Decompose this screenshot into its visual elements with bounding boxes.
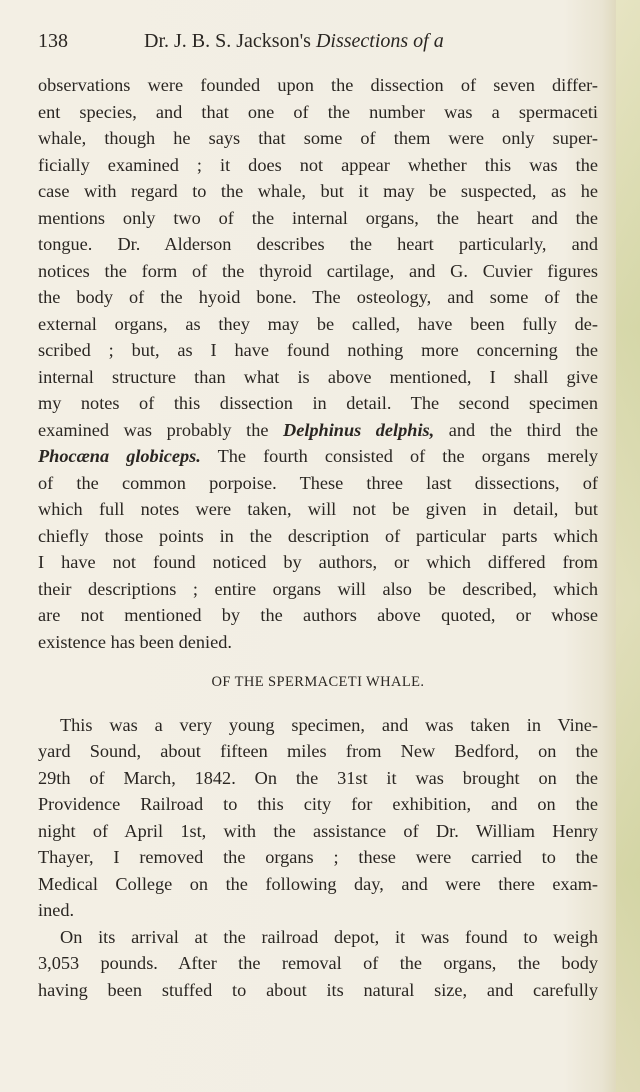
text-line: internal structure than what is above mentioned, I shall give xyxy=(38,366,598,387)
paragraph-3 xyxy=(38,924,598,1004)
running-head xyxy=(144,30,444,53)
text-line: 3,053 pounds. After the removal of the organs, the body xyxy=(38,953,598,973)
page-header xyxy=(38,30,598,60)
paragraph-1 xyxy=(38,72,598,655)
text-line: I have not found noticed by authors, or which differed from xyxy=(38,552,598,572)
text-line-species-1 xyxy=(38,417,598,444)
text-line: yard Sound, about fifteen miles from New Bedford, on the xyxy=(38,741,598,761)
species-name-phocaena: Phocæna globiceps. xyxy=(38,446,201,466)
text-line: This was a very young specimen, and was taken in Vine- xyxy=(60,714,598,735)
running-head-title: Dissections of a xyxy=(315,30,444,52)
text-line: existence has been denied. xyxy=(38,631,232,652)
text-line: case with regard to the whale, but it may be suspected, as he xyxy=(38,181,598,201)
text-fragment: The fourth consisted of the organs merely xyxy=(200,446,598,466)
text-line: their descriptions ; entire organs will also be described, which xyxy=(38,578,598,599)
text-line-species-2 xyxy=(38,443,598,470)
text-line: of the common porpoise. These three last dissections, of xyxy=(38,472,598,493)
text-line: which full notes were taken, will not be given in detail, but xyxy=(38,499,598,519)
paragraph-2 xyxy=(38,712,598,924)
text-line: notices the form of the thyroid cartilage, and G. Cuvier figures xyxy=(38,260,598,281)
text-line: Thayer, I removed the organs ; these were carried to the xyxy=(38,847,598,867)
text-line: night of April 1st, with the assistance of Dr. William Henry xyxy=(38,820,598,841)
text-line: ent species, and that one of the number was a spermaceti xyxy=(38,101,598,122)
text-line: chiefly those points in the description of particular parts which xyxy=(38,525,598,546)
text-line: whale, though he says that some of them were only super- xyxy=(38,128,598,148)
text-line: ficially examined ; it does not appear whether this was the xyxy=(38,154,598,175)
species-name-delphinus: Delphinus delphis, xyxy=(283,419,435,440)
page-number: 138 xyxy=(38,30,68,52)
text-line: my notes of this dissection in detail. The second specimen xyxy=(38,393,598,413)
text-line: are not mentioned by the authors above quoted, or whose xyxy=(38,605,598,625)
text-line: the body of the hyoid bone. The osteology, and some of the xyxy=(38,287,598,307)
section-heading: OF THE SPERMACETI WHALE. xyxy=(211,674,425,690)
text-fragment: examined was probably the xyxy=(38,419,284,440)
body-text xyxy=(38,72,598,1003)
text-line: having been stuffed to about its natural size, and carefully xyxy=(38,979,598,1000)
text-line: Providence Railroad to this city for exhibition, and on the xyxy=(38,794,598,814)
text-line: external organs, as they may be called, have been fully de- xyxy=(38,313,598,334)
text-line: scribed ; but, as I have found nothing more concerning the xyxy=(38,340,598,360)
text-line: mentions only two of the internal organs, the heart and the xyxy=(38,207,598,228)
text-fragment: and the third the xyxy=(434,419,598,440)
text-line: ined. xyxy=(38,900,75,920)
page-edge-stain xyxy=(616,0,640,1092)
text-line: 29th of March, 1842. On the 31st it was brought on the xyxy=(38,767,598,788)
text-line: observations were founded upon the dissection of seven differ- xyxy=(38,75,598,95)
text-line: tongue. Dr. Alderson describes the heart particularly, and xyxy=(38,234,598,254)
text-line: Medical College on the following day, and were there exam- xyxy=(38,873,598,894)
text-line: On its arrival at the railroad depot, it was found to weigh xyxy=(60,926,598,947)
running-head-author: Dr. J. B. S. Jackson's xyxy=(144,30,311,52)
